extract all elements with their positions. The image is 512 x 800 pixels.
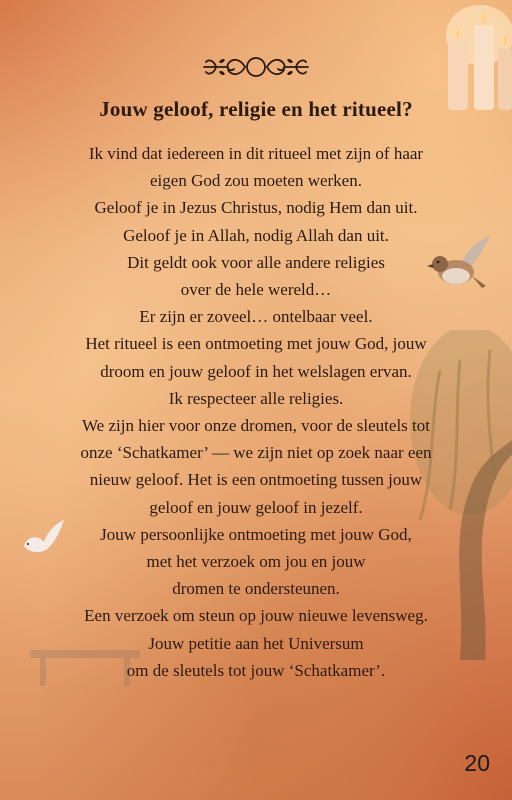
text-line: Een verzoek om steun op jouw nieuwe levensweg.	[84, 606, 428, 626]
text-line: Geloof je in Jezus Christus, nodig Hem dan uit.	[94, 198, 418, 218]
text-line: onze ‘Schatkamer’ — we zijn niet op zoek naar een	[80, 443, 432, 463]
text-line: over de hele wereld…	[180, 280, 332, 300]
text-line: Jouw petitie aan het Universum	[148, 633, 364, 653]
text-line: geloof en jouw geloof in jezelf.	[149, 497, 363, 517]
text-line: nieuw geloof. Het is een ontmoeting tussen jouw	[89, 470, 423, 490]
text-line: Het ritueel is een ontmoeting met jouw God, jouw	[85, 334, 427, 354]
text-line: met het verzoek om jou en jouw	[146, 552, 366, 572]
text-line: Ik respecteer alle religies.	[168, 388, 344, 408]
text-line: Geloof je in Allah, nodig Allah dan uit.	[123, 225, 389, 245]
text-line: Dit geldt ook voor alle andere religies	[127, 252, 385, 272]
text-line: Er zijn er zoveel… ontelbaar veel.	[139, 307, 373, 327]
body-text	[0, 140, 512, 684]
text-line: droom en jouw geloof in het welslagen ervan.	[100, 361, 412, 381]
text-line: om de sleutels tot jouw ‘Schatkamer’.	[126, 660, 386, 680]
page-title: Jouw geloof, religie en het ritueel?	[99, 97, 413, 121]
text-line: dromen te ondersteunen.	[172, 579, 340, 599]
text-line: We zijn hier voor onze dromen, voor de sleutels tot	[82, 416, 430, 436]
text-line: Jouw persoonlijke ontmoeting met jouw God,	[100, 524, 412, 544]
page-number: 20	[464, 750, 490, 776]
candles-icon	[440, 0, 512, 110]
floral-divider-icon	[196, 50, 316, 84]
text-line: eigen God zou moeten werken.	[150, 171, 362, 191]
text-line: Ik vind dat iedereen in dit ritueel met zijn of haar	[88, 144, 424, 163]
